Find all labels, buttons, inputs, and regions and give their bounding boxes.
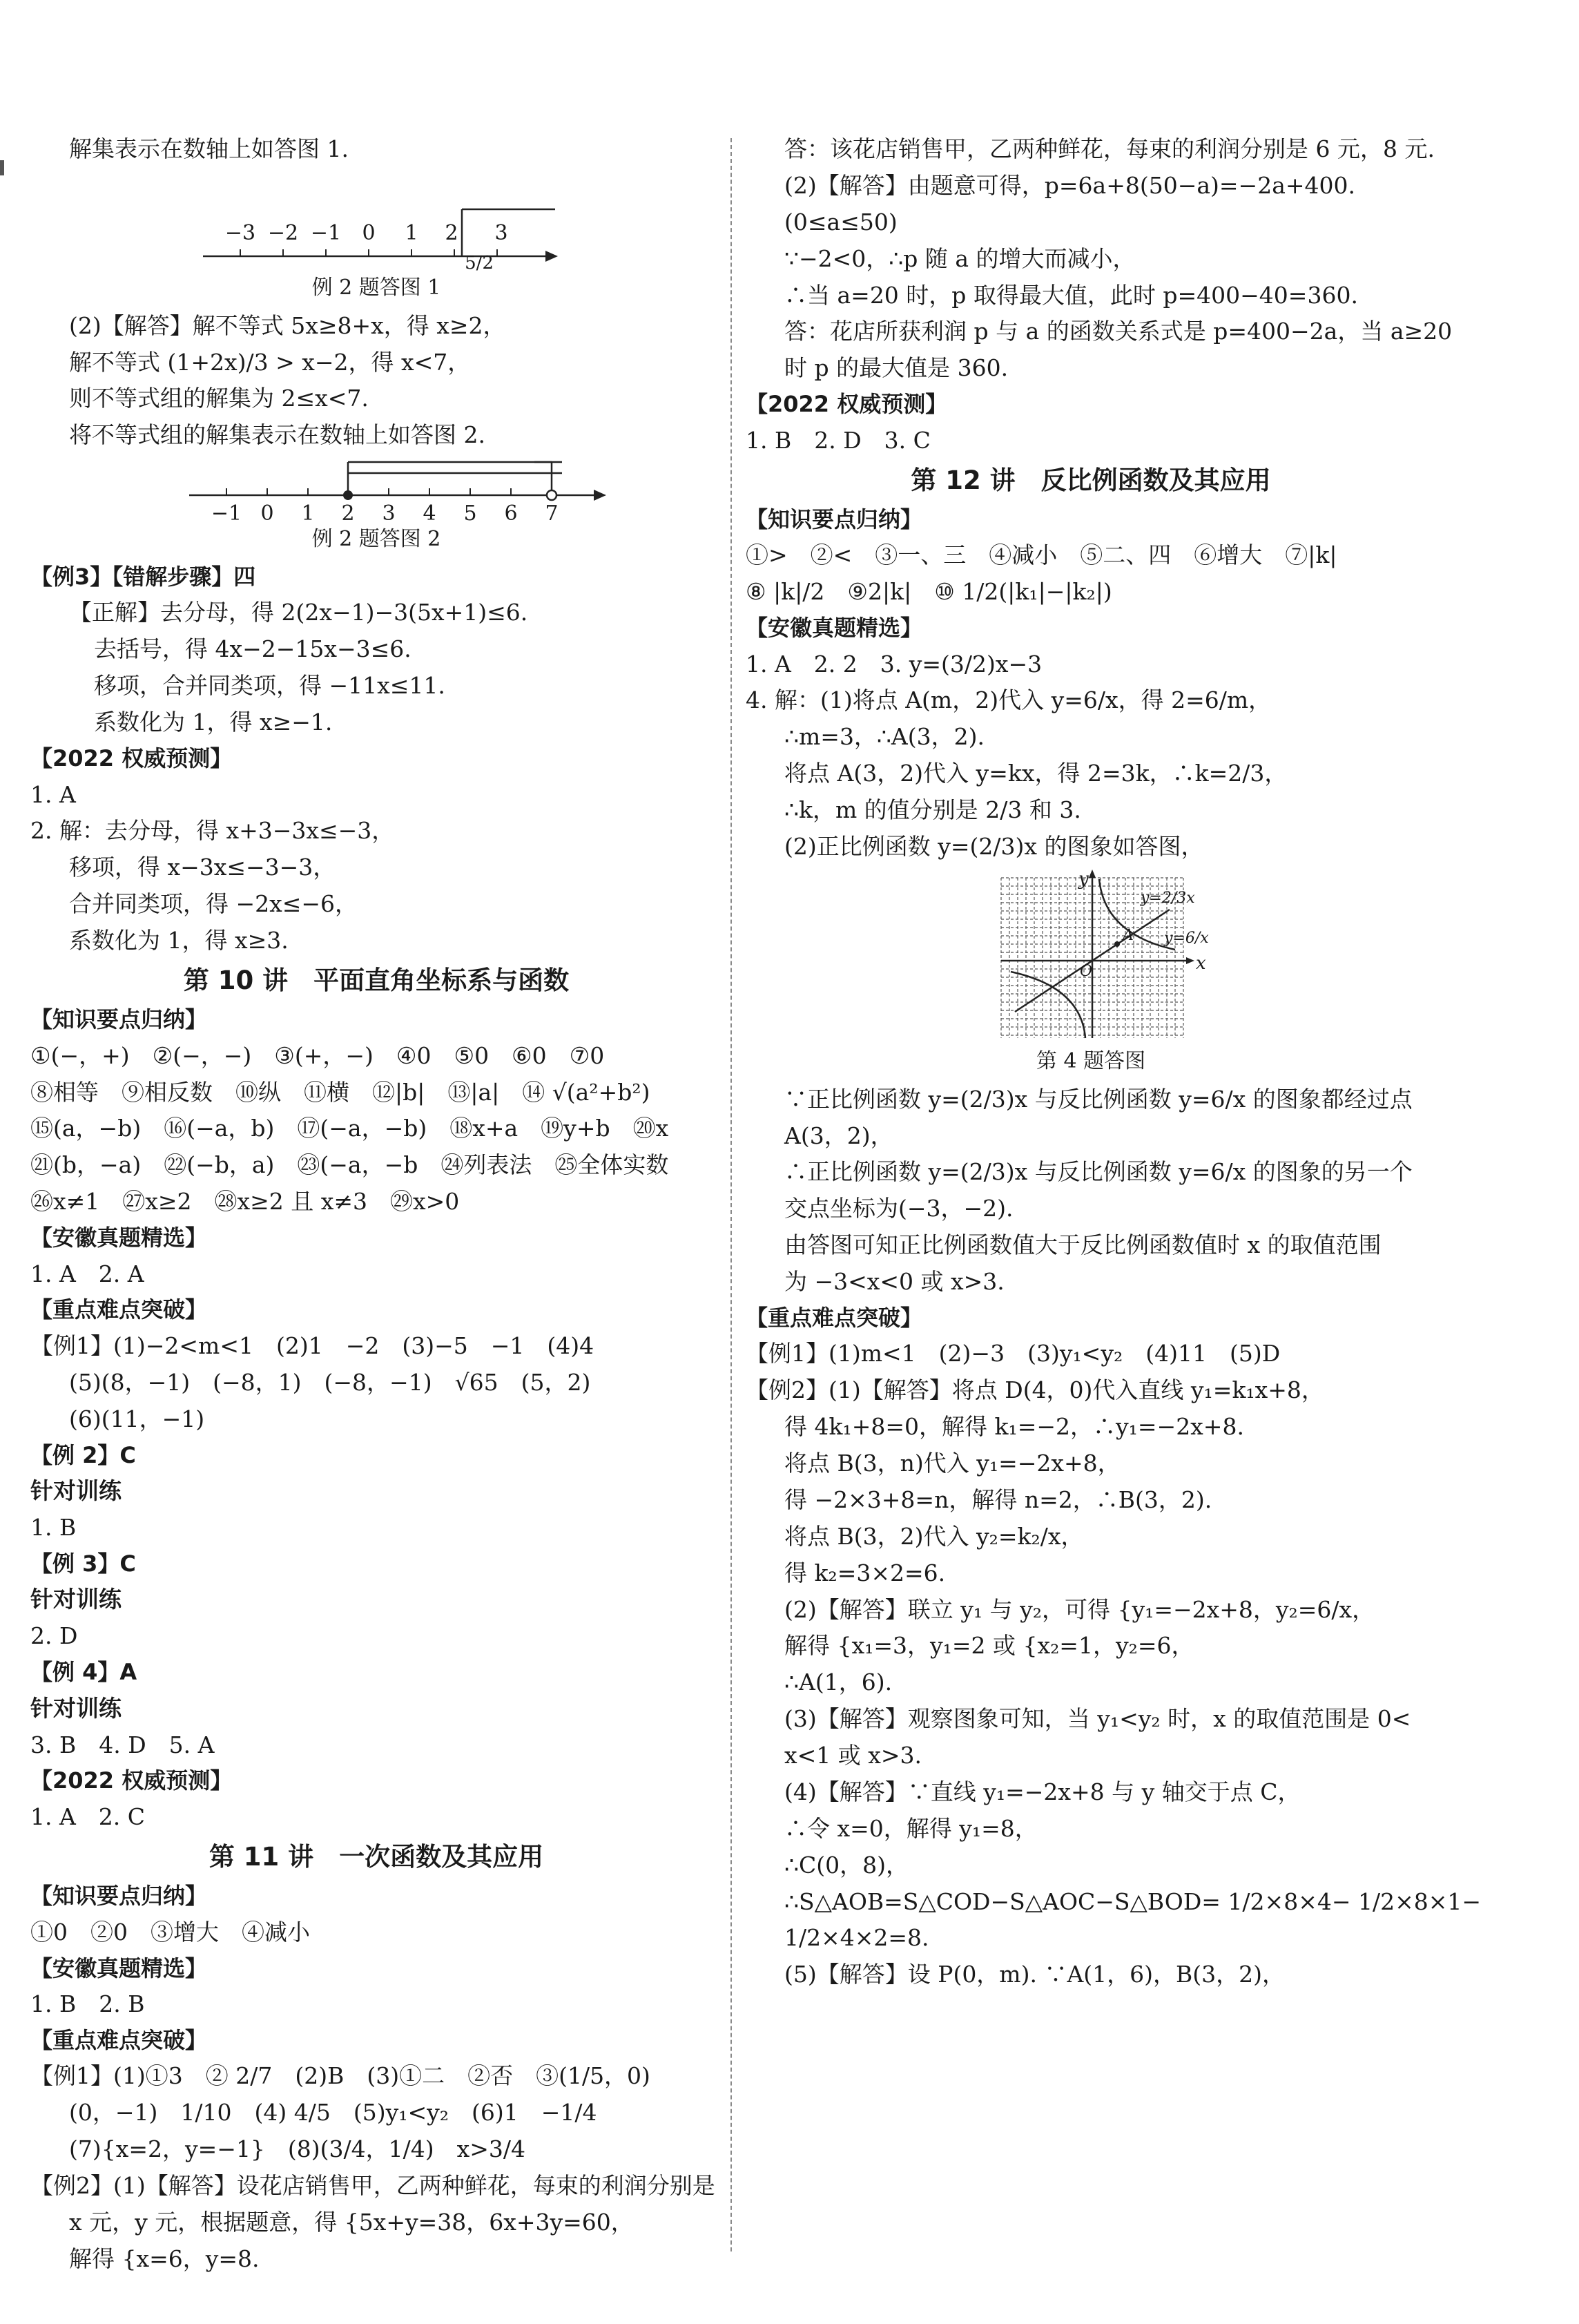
text-line: x 元，y 元，根据题意，得 {5x+y=38，6x+3y=60， — [69, 2208, 634, 2236]
text-line: 4. 解：(1)将点 A(m，2)代入 y=6/x，得 2=6/m， — [746, 686, 1272, 714]
section-tag: 【知识要点归纳】 — [30, 1883, 208, 1910]
graph-label-origin: O — [1080, 962, 1093, 980]
text-line: (4)【解答】∵直线 y₁=−2x+8 与 y 轴交于点 C， — [784, 1778, 1301, 1805]
graph-label-x: x — [1196, 952, 1206, 974]
section-tag: 【知识要点归纳】 — [30, 1006, 208, 1033]
text-line: ①> ②< ③一、三 ④减小 ⑤二、四 ⑥增大 ⑦|k| — [746, 541, 1337, 569]
text-line: ⑧相等 ⑨相反数 ⑩纵 ⑪横 ⑫|b| ⑬|a| ⑭ √(a²+b²) — [30, 1078, 650, 1106]
axis2-tick: 0 — [260, 501, 274, 524]
axis2-tick: 1 — [301, 501, 315, 524]
text-line: 系数化为 1，得 x≥−1. — [94, 709, 333, 736]
section-tag: 【安徽真题精选】 — [746, 615, 923, 642]
text-line: 解得 {x₁=3，y₁=2 或 {x₂=1，y₂=6， — [784, 1632, 1194, 1660]
text-line: 针对训练 — [30, 1694, 122, 1722]
text-line: 时 p 的最大值是 360. — [784, 354, 1009, 382]
text-line: 【例1】(1)−2<m<1 (2)1 −2 (3)−5 −1 (4)4 — [30, 1332, 594, 1359]
text-line: 1. B 2. D 3. C — [746, 426, 931, 454]
axis2-tick: 2 — [341, 501, 355, 524]
text-line: ∴m=3，∴A(3，2). — [784, 723, 985, 751]
text-line: 为 −3<x<0 或 x>3. — [784, 1268, 1005, 1296]
text-line: (6)(11，−1) — [69, 1405, 205, 1432]
text-line: 则不等式组的解集为 2≤x<7. — [69, 385, 369, 412]
text-line: 针对训练 — [30, 1477, 122, 1505]
text-line: 【例2】(1)【解答】设花店销售甲，乙两种鲜花，每束的利润分别是 — [30, 2172, 715, 2200]
graph-label-line: y=2/3x — [1141, 889, 1195, 907]
text-line: (2)【解答】由题意可得，p=6a+8(50−a)=−2a+400. — [784, 171, 1355, 199]
text-line: (0，−1) 1/10 (4) 4/5 (5)y₁<y₂ (6)1 −1/4 — [69, 2099, 597, 2126]
text-line: 将点 B(3，n)代入 y₁=−2x+8， — [784, 1450, 1121, 1477]
text-line: ①(−，+) ②(−，−) ③(+，−) ④0 ⑤0 ⑥0 ⑦0 — [30, 1041, 605, 1069]
text-line: (2)【解答】联立 y₁ 与 y₂，可得 {y₁=−2x+8，y₂=6/x， — [784, 1595, 1375, 1623]
text-line: ①0 ②0 ③增大 ④减小 — [30, 1918, 310, 1946]
section-tag: 【例 2】C — [30, 1441, 136, 1468]
text-line: 得 −2×3+8=n，解得 n=2，∴B(3，2). — [784, 1486, 1212, 1513]
axis2-tick: 5 — [463, 501, 477, 524]
text-line: ∴A(1，6). — [784, 1669, 893, 1696]
text-line: 答：花店所获利润 p 与 a 的函数关系式是 p=400−2a，当 a≥20 — [784, 318, 1453, 345]
section-tag: 【重点难点突破】 — [746, 1304, 923, 1331]
section-tag: 【2022 权威预测】 — [30, 1767, 233, 1794]
section-tag: 【安徽真题精选】 — [30, 1955, 208, 1981]
text-line: 去括号，得 4x−2−15x−3≤6. — [94, 635, 411, 663]
section-tag: 【2022 权威预测】 — [746, 391, 948, 418]
number-line-figure-2 — [30, 454, 721, 523]
section-tag: 【例3】【错解步骤】四 — [30, 563, 256, 590]
text-line: 【例1】(1)①3 ② 2/7 (2)B (3)①二 ②否 ③(1/5，0) — [30, 2062, 650, 2090]
axis1-tick: 1 — [405, 220, 418, 245]
text-line: ∵−2<0，∴p 随 a 的增大而减小， — [784, 244, 1136, 272]
text-line: (2)正比例函数 y=(2/3)x 的图象如答图， — [784, 832, 1204, 860]
section-tag: 【2022 权威预测】 — [30, 745, 233, 771]
text-line: (5)【解答】设 P(0，m). ∵A(1，6)，B(3，2)， — [784, 1961, 1286, 1988]
section-tag: 【重点难点突破】 — [30, 2026, 208, 2053]
axis2-tick: −1 — [211, 501, 242, 524]
text-line: 2. 解：去分母，得 x+3−3x≤−3， — [30, 817, 395, 845]
text-line: 1. B — [30, 1514, 77, 1541]
text-line: 1. A 2. 2 3. y=(3/2)x−3 — [746, 650, 1043, 678]
text-line: ∴令 x=0，解得 y₁=8， — [784, 1814, 1038, 1842]
text-line: (5)(8，−1) (−8，1) (−8，−1) √65 (5，2) — [69, 1368, 591, 1396]
section-tag: 【重点难点突破】 — [30, 1296, 208, 1323]
text-line: A(3，2)， — [784, 1122, 893, 1149]
text-line: 1. A 2. A — [30, 1260, 144, 1287]
text-line: 答：该花店销售甲，乙两种鲜花，每束的利润分别是 6 元，8 元. — [784, 135, 1435, 162]
figure-caption: 例 2 题答图 1 — [311, 275, 441, 300]
text-line: 1. A 2. C — [30, 1803, 146, 1830]
text-line: ㉑(b，−a) ㉒(−b，a) ㉓(−a，−b ㉔列表法 ㉕全体实数 — [30, 1151, 669, 1179]
text-line: ∴C(0，8)， — [784, 1851, 909, 1879]
text-line: 1. A — [30, 780, 76, 808]
left-column — [30, 131, 722, 2278]
text-line: (0≤a≤50) — [784, 208, 898, 236]
text-line: 得 4k₁+8=0，解得 k₁=−2，∴y₁=−2x+8. — [784, 1413, 1244, 1441]
figure-caption: 例 2 题答图 2 — [311, 527, 441, 552]
text-line: ∴S△AOB=S△COD−S△AOC−S△BOD= 1/2×8×4− 1/2×8×1− — [784, 1888, 1482, 1915]
axis2-tick: 4 — [423, 501, 436, 524]
axis1-tick: 0 — [362, 220, 376, 245]
section-tag: 【知识要点归纳】 — [746, 506, 923, 532]
lecture-title: 第 11 讲 一次函数及其应用 — [209, 1841, 544, 1872]
text-line: ⑧ |k|/2 ⑨2|k| ⑩ 1/2(|k₁|−|k₂|) — [746, 578, 1112, 606]
axis2-tick: 7 — [545, 501, 559, 524]
axis2-tick: 3 — [382, 501, 396, 524]
text-line: ∴当 a=20 时，p 取得最大值，此时 p=400−40=360. — [784, 281, 1358, 309]
text-line: (3)【解答】观察图象可知，当 y₁<y₂ 时，x 的取值范围是 0< — [784, 1705, 1411, 1733]
text-line: 移项，合并同类项，得 −11x≤11. — [94, 672, 445, 700]
axis1-tick: 2 — [445, 220, 458, 245]
column-divider — [730, 138, 732, 2251]
text-line: 解得 {x=6，y=8. — [69, 2245, 260, 2272]
number-line-figure-1 — [30, 168, 721, 271]
text-line: 3. B 4. D 5. A — [30, 1731, 215, 1758]
text-line: ⑮(a，−b) ⑯(−a，b) ⑰(−a，−b) ⑱x+a ⑲y+b ⑳x — [30, 1115, 669, 1142]
text-line: 解不等式 (1+2x)/3 > x−2，得 x<7， — [69, 348, 471, 376]
graph-label-a: A — [1123, 926, 1134, 944]
text-line: 1. B 2. B — [30, 1990, 145, 2018]
axis2-tick: 6 — [504, 501, 518, 524]
lecture-title: 第 10 讲 平面直角坐标系与函数 — [183, 965, 570, 995]
text-line: 针对训练 — [30, 1586, 122, 1613]
axis1-tick: 3 — [494, 220, 508, 245]
text-line: 将点 B(3，2)代入 y₂=k₂/x， — [784, 1522, 1084, 1550]
page-edge-mark — [0, 160, 4, 175]
text-line: ㉖x≠1 ㉗x≥2 ㉘x≥2 且 x≠3 ㉙x>0 — [30, 1188, 460, 1216]
lecture-title: 第 12 讲 反比例函数及其应用 — [911, 465, 1271, 495]
text-line: 系数化为 1，得 x≥3. — [69, 927, 289, 954]
text-line: ∴k，m 的值分别是 2/3 和 3. — [784, 796, 1081, 824]
text-line: 交点坐标为(−3，−2). — [784, 1195, 1014, 1222]
axis1-tick: −2 — [267, 220, 299, 245]
axis1-mark: 5/2 — [465, 252, 494, 271]
text-line: 【例2】(1)【解答】将点 D(4，0)代入直线 y₁=k₁x+8， — [746, 1376, 1324, 1404]
axis1-tick: −1 — [310, 220, 342, 245]
right-column — [746, 131, 1482, 1993]
figure-caption: 第 4 题答图 — [1036, 1048, 1146, 1073]
text-line: 合并同类项，得 −2x≤−6， — [69, 890, 358, 918]
text-line: x<1 或 x>3. — [784, 1742, 922, 1769]
axis1-tick: −3 — [224, 220, 256, 245]
text-line: 2. D — [30, 1622, 78, 1650]
text-line: 将不等式组的解集表示在数轴上如答图 2. — [69, 421, 485, 449]
function-graph-figure — [746, 865, 1436, 1045]
text-line: 移项，得 x−3x≤−3−3， — [69, 854, 336, 881]
text-line: 【正解】去分母，得 2(2x−1)−3(5x+1)≤6. — [69, 599, 528, 626]
text-line: 1/2×4×2=8. — [784, 1924, 929, 1952]
text-line: 得 k₂=3×2=6. — [784, 1559, 946, 1586]
text-line: ∴正比例函数 y=(2/3)x 与反比例函数 y=6/x 的图象的另一个 — [784, 1158, 1413, 1186]
text-line: (2)【解答】解不等式 5x≥8+x，得 x≥2， — [69, 311, 506, 339]
text-line: 解集表示在数轴上如答图 1. — [69, 135, 349, 162]
text-line: ∵正比例函数 y=(2/3)x 与反比例函数 y=6/x 的图象都经过点 — [784, 1085, 1413, 1113]
text-line: 【例1】(1)m<1 (2)−3 (3)y₁<y₂ (4)11 (5)D — [746, 1340, 1281, 1367]
graph-label-curve: y=6/x — [1164, 929, 1209, 947]
section-tag: 【例 4】A — [30, 1659, 137, 1686]
section-tag: 【例 3】C — [30, 1550, 136, 1577]
graph-label-y: y — [1078, 868, 1089, 890]
text-line: 由答图可知正比例函数值大于反比例函数值时 x 的取值范围 — [784, 1231, 1382, 1259]
section-tag: 【安徽真题精选】 — [30, 1225, 208, 1251]
text-line: 将点 A(3，2)代入 y=kx，得 2=3k，∴k=2/3， — [784, 760, 1288, 787]
text-line: (7){x=2，y=−1} (8)(3/4，1/4) x>3/4 — [69, 2135, 526, 2163]
